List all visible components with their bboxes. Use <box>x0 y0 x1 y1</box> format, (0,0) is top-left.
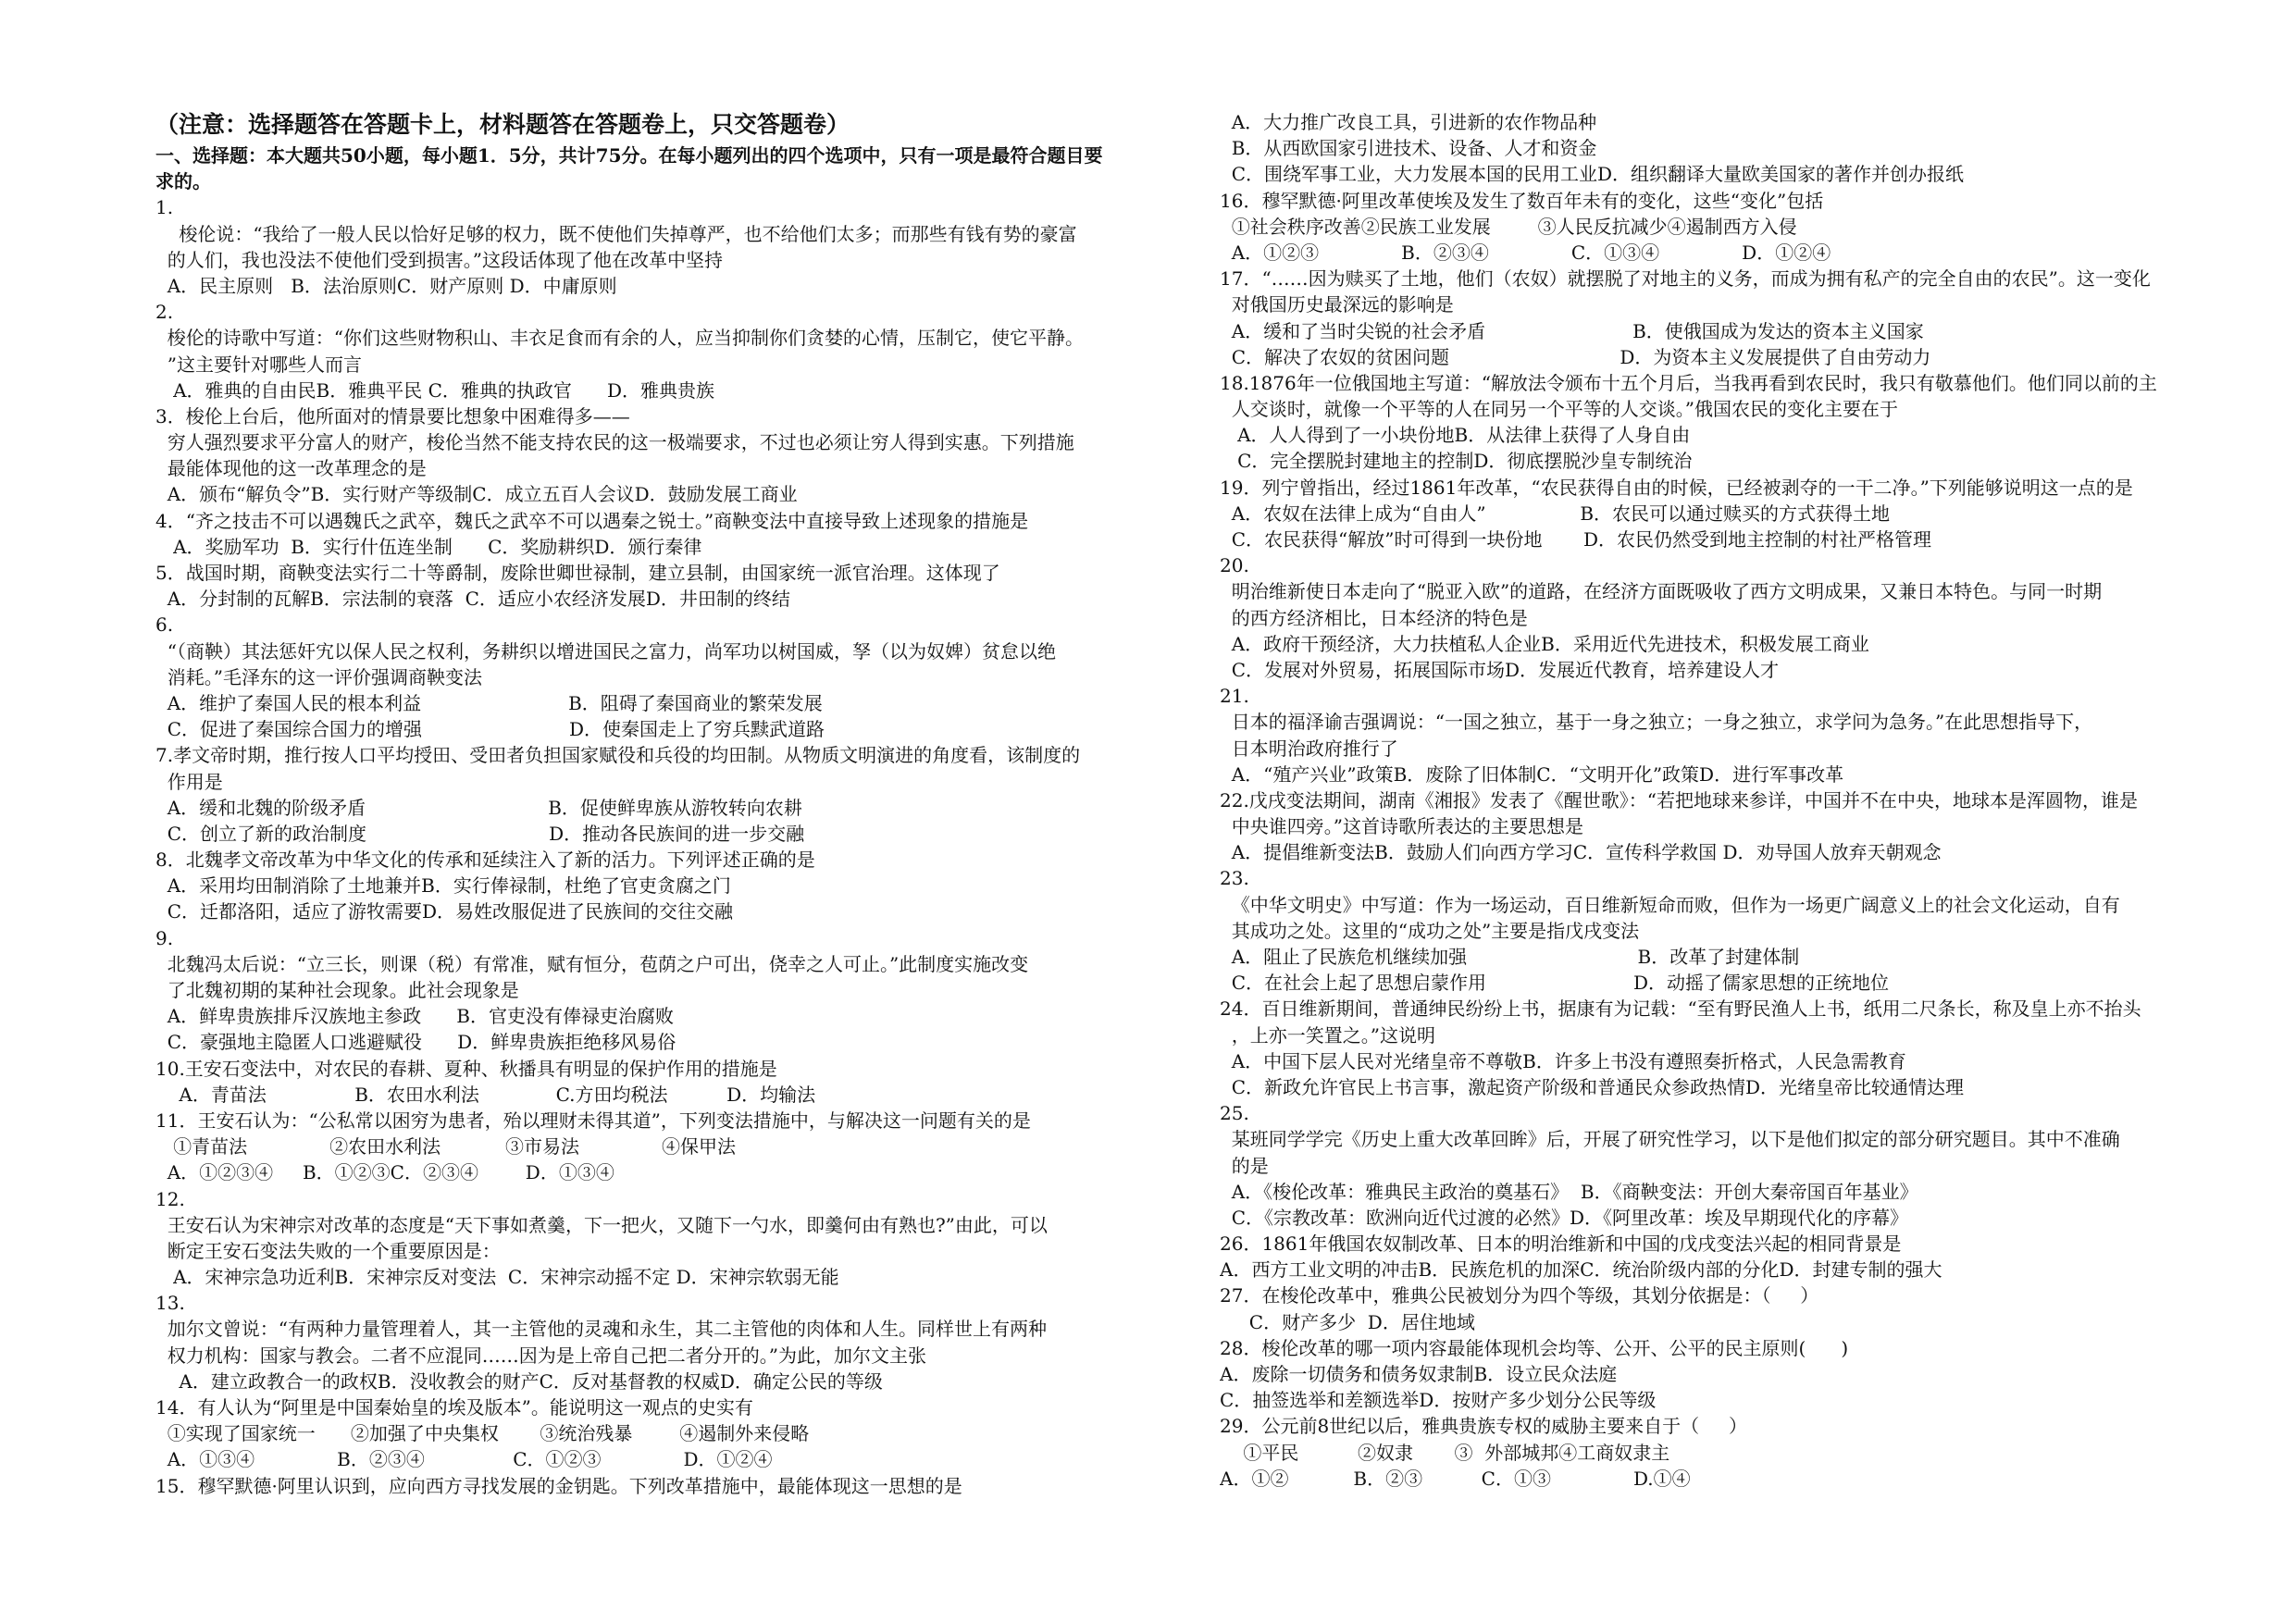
question-line: 王安石认为宋神宗对改革的态度是“天下事如煮羹，下一把火，又随下一勺水，即羹何由有熟也?”由此，可以 <box>155 1213 1048 1236</box>
question-line: C．豪强地主隐匿人口逃避赋役 D．鲜卑贵族拒绝移风易俗 <box>155 1031 676 1054</box>
question-line: A．青苗法 B．农田水利法 C.方田均税法 D．均输法 <box>155 1083 816 1106</box>
section-title: 一、选择题：本大题共50小题，每小题1．5分，共计75分。在每小题列出的四个选项中，只有一项是最符合题目要 <box>155 144 1103 167</box>
question-line: 10.王安石变法中，对农民的春耕、夏种、秋播具有明显的保护作用的措施是 <box>155 1057 777 1080</box>
question-line: A．人人得到了一小块份地B．从法律上获得了人身自由 <box>1220 424 1691 447</box>
question-line: 23. <box>1220 867 1249 890</box>
question-line: A．西方工业文明的冲击B．民族危机的加深C．统治阶级内部的分化D．封建专制的强大 <box>1220 1258 1942 1282</box>
question-line: ，上亦一笑置之。”这说明 <box>1220 1023 1435 1047</box>
left-question-list <box>155 194 1183 1498</box>
question-line: 明治维新使日本走向了“脱亚入欧”的道路，在经济方面既吸收了西方文明成果，又兼日本特色。与同一时期 <box>1220 580 2103 603</box>
left-column <box>155 109 1183 1499</box>
question-line: 最能体现他的这一改革理念的是 <box>155 457 427 480</box>
question-line: A．雅典的自由民B．雅典平民 C．雅典的执政官 D．雅典贵族 <box>155 378 715 402</box>
question-line: ①青苗法 ②农田水利法 ③市易法 ④保甲法 <box>155 1135 737 1158</box>
question-line: A．颁布“解负令”B．实行财产等级制C．成立五百人会议D．鼓励发展工商业 <box>155 483 798 506</box>
question-line: A．①②③ B．②③④ C．①③④ D．①②④ <box>1220 241 1831 264</box>
question-line: A．鲜卑贵族排斥汉族地主参政 B．官吏没有俸禄吏治腐败 <box>155 1005 674 1028</box>
question-line: 了北魏初期的某种社会现象。此社会现象是 <box>155 979 519 1001</box>
question-line: 21. <box>1220 685 1249 708</box>
question-line: A．奖励军功 B．实行什伍连坐制 C．奖励耕织D．颁行秦律 <box>155 535 702 558</box>
question-line: 3．梭伦上台后，他所面对的情景要比想象中困难得多—— <box>155 404 630 427</box>
question-line: A．维护了秦国人民的根本利益 B．阻碍了秦国商业的繁荣发展 <box>155 691 823 714</box>
question-line: C．创立了新的政治制度 D．推动各民族间的进一步交融 <box>155 822 805 845</box>
question-line: 27．在梭伦改革中，雅典公民被划分为四个等级，其划分依据是：（ ） <box>1220 1284 1819 1307</box>
question-line: 某班同学学完《历史上重大改革回眸》后，开展了研究性学习，以下是他们拟定的部分研究题目。其中不准确 <box>1220 1128 2120 1151</box>
question-line: 梭伦的诗歌中写道：“你们这些财物积山、丰衣足食而有余的人，应当抑制你们贪婪的心情，压制它，使它平静。 <box>155 327 1084 350</box>
question-line: 26．1861年俄国农奴制改革、日本的明治维新和中国的戊戌变法兴起的相同背景是 <box>1220 1233 1902 1256</box>
question-line: 14．有人认为“阿里是中国秦始皇的埃及版本”。能说明这一观点的史实有 <box>155 1396 753 1419</box>
question-line: 19．列宁曾指出，经过1861年改革，“农民获得自由的时候，已经被剥夺的一干二净。”下列能够说明这一点的是 <box>1220 476 2133 499</box>
question-line: 20. <box>1220 554 1249 577</box>
question-line: 4．“齐之技击不可以遇魏氏之武卒，魏氏之武卒不可以遇秦之锐士。”商鞅变法中直接导致上述现象的措施是 <box>155 509 1029 532</box>
question-line: 消耗。”毛泽东的这一评价强调商鞅变法 <box>155 665 482 688</box>
question-line: 的是 <box>1220 1154 1269 1177</box>
question-line: A．中国下层人民对光绪皇帝不尊敬B．许多上书没有遵照奏折格式，人民急需教育 <box>1220 1049 1906 1072</box>
question-line: A．农奴在法律上成为“自由人” B．农民可以通过赎买的方式获得土地 <box>1220 502 1891 525</box>
question-line: A．提倡维新变法B．鼓励人们向西方学习C．宣传科学救国 D．劝导国人放弃天朝观念 <box>1220 841 1942 864</box>
question-line: 25. <box>1220 1102 1249 1125</box>
question-line: 断定王安石变法失败的一个重要原因是： <box>155 1239 501 1262</box>
question-line: C．新政允许官民上书言事，激起资产阶级和普通民众参政热情D．光绪皇帝比较通情达理 <box>1220 1075 1965 1098</box>
question-line: C．《宗教改革：欧洲向近代过渡的必然》D．《阿里改革：埃及早期现代化的序幕》 <box>1220 1206 1909 1229</box>
question-line: A．民主原则 B．法治原则C．财产原则 D．中庸原则 <box>155 274 617 297</box>
question-line: 的西方经济相比，日本经济的特色是 <box>1220 606 1528 629</box>
question-line: ①平民 ②奴隶 ③ 外部城邦④工商奴隶主 <box>1220 1441 1670 1464</box>
question-line: 梭伦说：“我给了一般人民以恰好足够的权力，既不使他们失掉尊严，也不给他们太多；而那些有钱有势的豪富 <box>155 222 1077 245</box>
question-line: ①实现了国家统一 ②加强了中央集权 ③统治残暴 ④遏制外来侵略 <box>155 1422 810 1445</box>
question-line: A．大力推广改良工具，引进新的农作物品种 <box>1220 111 1597 133</box>
question-line: 对俄国历史最深远的影响是 <box>1220 293 1454 316</box>
question-line: 9. <box>155 926 174 949</box>
question-line: A．阻止了民族危机继续加强 B．改革了封建体制 <box>1220 946 1800 968</box>
question-line: 17．“……因为赎买了土地，他们（农奴）就摆脱了对地主的义务，而成为拥有私产的完全自由的农民”。这一变化 <box>1220 267 2151 291</box>
question-line: 8．北魏孝文帝改革为中华文化的传承和延续注入了新的活力。下列评述正确的是 <box>155 849 815 872</box>
question-line: ①社会秩序改善②民族工业发展 ③人民反抗减少④遏制西方入侵 <box>1220 215 1797 238</box>
question-line: C．发展对外贸易，拓展国际市场D．发展近代教育，培养建设人才 <box>1220 658 1780 681</box>
question-line: 人交谈时，就像一个平等的人在同另一个平等的人交谈。”俄国农民的变化主要在于 <box>1220 398 1898 421</box>
question-line: C．农民获得“解放”时可得到一块份地 D．农民仍然受到地主控制的村社严格管理 <box>1220 528 1932 551</box>
question-line: C．迁都洛阳，适应了游牧需要D．易姓改服促进了民族间的交往交融 <box>155 900 734 923</box>
question-line: A．①② B．②③ C．①③ D.①④ <box>1220 1467 1691 1490</box>
question-line: ”这主要针对哪些人而言 <box>155 353 362 376</box>
question-line: 作用是 <box>155 770 223 793</box>
question-line: A．废除一切债务和债务奴隶制B．设立民众法庭 <box>1220 1363 1618 1385</box>
question-line: 其成功之处。这里的“成功之处”主要是指戊戌变法 <box>1220 919 1640 942</box>
question-line: 13. <box>155 1292 185 1315</box>
question-line: 1. <box>155 196 174 219</box>
question-line: 12. <box>155 1187 185 1210</box>
question-line: C．解决了农奴的贫困问题 D．为资本主义发展提供了自由劳动力 <box>1220 345 1931 368</box>
question-line: A．政府干预经济，大力扶植私人企业B．采用近代先进技术，积极发展工商业 <box>1220 632 1869 655</box>
question-line: A．①②③④ B．①②③C．②③④ D．①③④ <box>155 1161 614 1184</box>
question-line: A．“殖产兴业”政策B．废除了旧体制C．“文明开化”政策D．进行军事改革 <box>1220 762 1844 786</box>
question-line: A．《梭伦改革：雅典民主政治的奠基石》 B．《商鞅变法：开创大秦帝国百年基业》 <box>1220 1180 1918 1203</box>
question-line: C．促进了秦国综合国力的增强 D．使秦国走上了穷兵黩武道路 <box>155 718 825 741</box>
question-line: 日本的福泽谕吉强调说：“一国之独立，基于一身之独立；一身之独立，求学问为急务。”在此思想指导下， <box>1220 711 2093 734</box>
question-line: 18.1876年一位俄国地主写道：“解放法令颁布十五个月后，当我再看到农民时，我只有敬慕他们。他们同以前的主 <box>1220 371 2157 394</box>
question-line: 28．梭伦改革的哪一项内容最能体现机会均等、公开、公平的民主原则( ) <box>1220 1336 1849 1359</box>
right-column <box>1220 109 2256 1492</box>
question-line: 24．百日维新期间，普通绅民纷纷上书，据康有为记载：“至有野民渔人上书，纸用二尺条长，称及皇上亦不抬头 <box>1220 997 2141 1021</box>
exam-notice: （注意：选择题答在答题卡上，材料题答在答题卷上，只交答题卷） <box>155 111 850 138</box>
question-line: C．在社会上起了思想启蒙作用 D．动摇了儒家思想的正统地位 <box>1220 972 1889 995</box>
question-line: 的人们，我也没法不使他们受到损害。”这段话体现了他在改革中坚持 <box>155 248 723 271</box>
question-line: C．财产多少 D．居住地域 <box>1220 1310 1475 1333</box>
question-line: A．分封制的瓦解B．宗法制的衰落 C．适应小农经济发展D．井田制的终结 <box>155 588 790 611</box>
question-line: 11．王安石认为：“公私常以困穷为患者，殆以理财未得其道”，下列变法措施中，与解决这一问题有关的是 <box>155 1109 1031 1132</box>
question-line: A．采用均田制消除了土地兼并B．实行俸禄制，杜绝了官吏贪腐之门 <box>155 874 731 898</box>
question-line: 加尔文曾说：“有两种力量管理着人，其一主管他的灵魂和永生，其二主管他的肉体和人生。同样世上有两种 <box>155 1318 1047 1341</box>
question-line: 中央谁四旁。”这首诗歌所表达的主要思想是 <box>1220 815 1583 838</box>
question-line: 15．穆罕默德·阿里认识到，应向西方寻找发展的金钥匙。下列改革措施中，最能体现这一思想的是 <box>155 1474 962 1497</box>
question-line: 5．战国时期，商鞅变法实行二十等爵制，废除世卿世禄制，建立县制，由国家统一派官治理。这体现了 <box>155 562 1000 584</box>
question-line: 29．公元前8世纪以后，雅典贵族专权的威胁主要来自于（ ） <box>1220 1415 1747 1438</box>
question-line: 6. <box>155 613 174 637</box>
question-line: 《中华文明史》中写道：作为一场运动，百日维新短命而败，但作为一场更广阔意义上的社会文化运动，自有 <box>1220 893 2120 916</box>
question-line: 22.戊戌变法期间，湖南《湘报》发表了《醒世歌》：“若把地球来参详，中国并不在中央，地球本是浑圆物，谁是 <box>1220 788 2139 812</box>
question-line: B．从西欧国家引进技术、设备、人才和资金 <box>1220 137 1597 160</box>
question-line: A．宋神宗急功近利B．宋神宗反对变法 C．宋神宗动摇不定 D．宋神宗软弱无能 <box>155 1266 839 1289</box>
question-line: A．缓和了当时尖锐的社会矛盾 B．使俄国成为发达的资本主义国家 <box>1220 319 1924 342</box>
section-title-continued: 求的。 <box>155 170 211 193</box>
question-line: A．建立政教合一的政权B．没收教会的财产C．反对基督教的权威D．确定公民的等级 <box>155 1369 883 1393</box>
right-question-list <box>1220 109 2256 1492</box>
question-line: 权力机构：国家与教会。二者不应混同……因为是上帝自己把二者分开的。”为此，加尔文主张 <box>155 1344 926 1367</box>
question-line: “（商鞅）其法惩奸宄以保人民之权利，务耕织以增进国民之富力，尚军功以树国威，孥（以为奴婢）贫怠以绝 <box>155 639 1056 663</box>
question-line: C．围绕军事工业，大力发展本国的民用工业D．组织翻译大量欧美国家的著作并创办报纸 <box>1220 163 1965 186</box>
question-line: 穷人强烈要求平分富人的财产，梭伦当然不能支持农民的这一极端要求，不过也必须让穷人得到实惠。下列措施 <box>155 431 1074 454</box>
question-line: 日本明治政府推行了 <box>1220 737 1398 760</box>
question-line: 16．穆罕默德·阿里改革使埃及发生了数百年未有的变化，这些“变化”包括 <box>1220 189 1824 212</box>
question-line: A．①③④ B．②③④ C．①②③ D．①②④ <box>155 1448 773 1471</box>
question-line: A．缓和北魏的阶级矛盾 B．促使鲜卑族从游牧转向农耕 <box>155 796 802 819</box>
question-line: 2. <box>155 301 174 324</box>
question-line: C．完全摆脱封建地主的控制D．彻底摆脱沙皇专制统治 <box>1220 450 1693 473</box>
question-line: 7.孝文帝时期，推行按人口平均授田、受田者负担国家赋役和兵役的均田制。从物质文明演进的角度看，该制度的 <box>155 744 1081 767</box>
question-line: 北魏冯太后说：“立三长，则课（税）有常准，赋有恒分，苞荫之户可出，侥幸之人可止。”此制度实施改变 <box>155 952 1029 975</box>
question-line: C．抽签选举和差额选举D．按财产多少划分公民等级 <box>1220 1389 1657 1412</box>
